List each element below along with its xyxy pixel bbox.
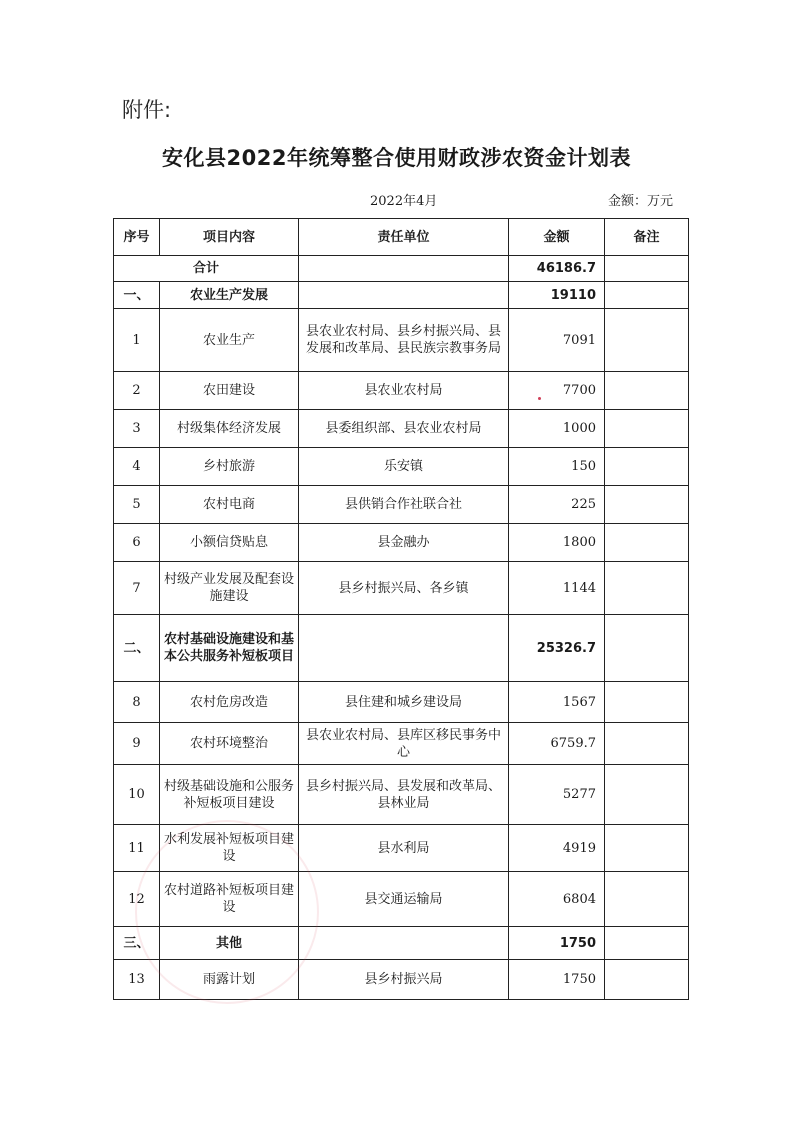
row-content: 雨露计划 [160,960,299,1000]
table-row [114,562,689,615]
row-no: 2 [114,372,160,410]
row-no: 13 [114,960,160,1000]
table-row [114,448,689,486]
total-note [605,256,689,282]
row-amount: 4919 [509,825,605,872]
row-dept: 县乡村振兴局、各乡镇 [299,562,509,615]
row-note [605,825,689,872]
total-row [114,256,689,282]
section-row [114,282,689,309]
section-amount: 1750 [509,927,605,960]
section-title: 农业生产发展 [160,282,299,309]
row-note [605,372,689,410]
row-dept: 县农业农村局 [299,372,509,410]
row-no: 9 [114,723,160,765]
section-row [114,615,689,682]
row-content: 村级产业发展及配套设施建设 [160,562,299,615]
row-note [605,448,689,486]
row-dept: 县水利局 [299,825,509,872]
row-dept: 县金融办 [299,524,509,562]
header-content: 项目内容 [160,219,299,256]
row-dept: 乐安镇 [299,448,509,486]
table-row [114,309,689,372]
section-no: 二、 [114,615,160,682]
row-amount: 225 [509,486,605,524]
section-title: 其他 [160,927,299,960]
row-content: 农村电商 [160,486,299,524]
row-amount: 5277 [509,765,605,825]
row-no: 3 [114,410,160,448]
row-dept: 县住建和城乡建设局 [299,682,509,723]
row-note [605,486,689,524]
table-row [114,410,689,448]
row-amount: 7700 [509,372,605,410]
section-dept [299,615,509,682]
header-amount: 金额 [509,219,605,256]
total-amount: 46186.7 [509,256,605,282]
total-dept [299,256,509,282]
ink-dot [538,397,541,400]
table-row [114,723,689,765]
table-row [114,524,689,562]
section-note [605,927,689,960]
header-note: 备注 [605,219,689,256]
document-date: 2022年4月 [370,194,438,209]
section-no: 三、 [114,927,160,960]
table-row [114,486,689,524]
amount-unit: 金额：万元 [608,194,674,209]
section-note [605,282,689,309]
row-dept: 县农业农村局、县库区移民事务中心 [299,723,509,765]
row-content: 小额信贷贴息 [160,524,299,562]
row-note [605,562,689,615]
document-title: 安化县2022年统筹整合使用财政涉农资金计划表 [162,146,631,170]
row-dept: 县供销合作社联合社 [299,486,509,524]
row-no: 4 [114,448,160,486]
row-amount: 1000 [509,410,605,448]
row-dept: 县交通运输局 [299,872,509,927]
row-no: 7 [114,562,160,615]
row-amount: 1800 [509,524,605,562]
row-content: 农村道路补短板项目建设 [160,872,299,927]
table-row [114,682,689,723]
row-content: 水利发展补短板项目建设 [160,825,299,872]
row-note [605,309,689,372]
row-note [605,682,689,723]
row-content: 村级集体经济发展 [160,410,299,448]
row-dept: 县乡村振兴局、县发展和改革局、县林业局 [299,765,509,825]
section-title: 农村基础设施建设和基本公共服务补短板项目 [160,615,299,682]
faint-seal-mark [135,820,319,1004]
row-no: 5 [114,486,160,524]
row-no: 12 [114,872,160,927]
row-amount: 1144 [509,562,605,615]
section-dept [299,927,509,960]
row-note [605,723,689,765]
row-amount: 1567 [509,682,605,723]
row-note [605,765,689,825]
section-note [605,615,689,682]
section-amount: 19110 [509,282,605,309]
row-content: 农业生产 [160,309,299,372]
total-label: 合计 [114,256,299,282]
row-content: 乡村旅游 [160,448,299,486]
row-note [605,524,689,562]
row-no: 6 [114,524,160,562]
row-amount: 1750 [509,960,605,1000]
row-amount: 7091 [509,309,605,372]
row-note [605,410,689,448]
row-content: 村级基础设施和公服务补短板项目建设 [160,765,299,825]
row-content: 农村危房改造 [160,682,299,723]
row-no: 1 [114,309,160,372]
table-row [114,765,689,825]
header-dept: 责任单位 [299,219,509,256]
row-dept: 县农业农村局、县乡村振兴局、县发展和改革局、县民族宗教事务局 [299,309,509,372]
row-no: 8 [114,682,160,723]
attachment-label: 附件: [122,98,172,122]
row-dept: 县乡村振兴局 [299,960,509,1000]
table-header-row [114,219,689,256]
row-note [605,872,689,927]
section-dept [299,282,509,309]
row-no: 10 [114,765,160,825]
row-note [605,960,689,1000]
row-amount: 150 [509,448,605,486]
table-row [114,372,689,410]
header-no: 序号 [114,219,160,256]
section-amount: 25326.7 [509,615,605,682]
row-content: 农村环境整治 [160,723,299,765]
row-dept: 县委组织部、县农业农村局 [299,410,509,448]
section-no: 一、 [114,282,160,309]
row-content: 农田建设 [160,372,299,410]
row-amount: 6804 [509,872,605,927]
row-amount: 6759.7 [509,723,605,765]
row-no: 11 [114,825,160,872]
